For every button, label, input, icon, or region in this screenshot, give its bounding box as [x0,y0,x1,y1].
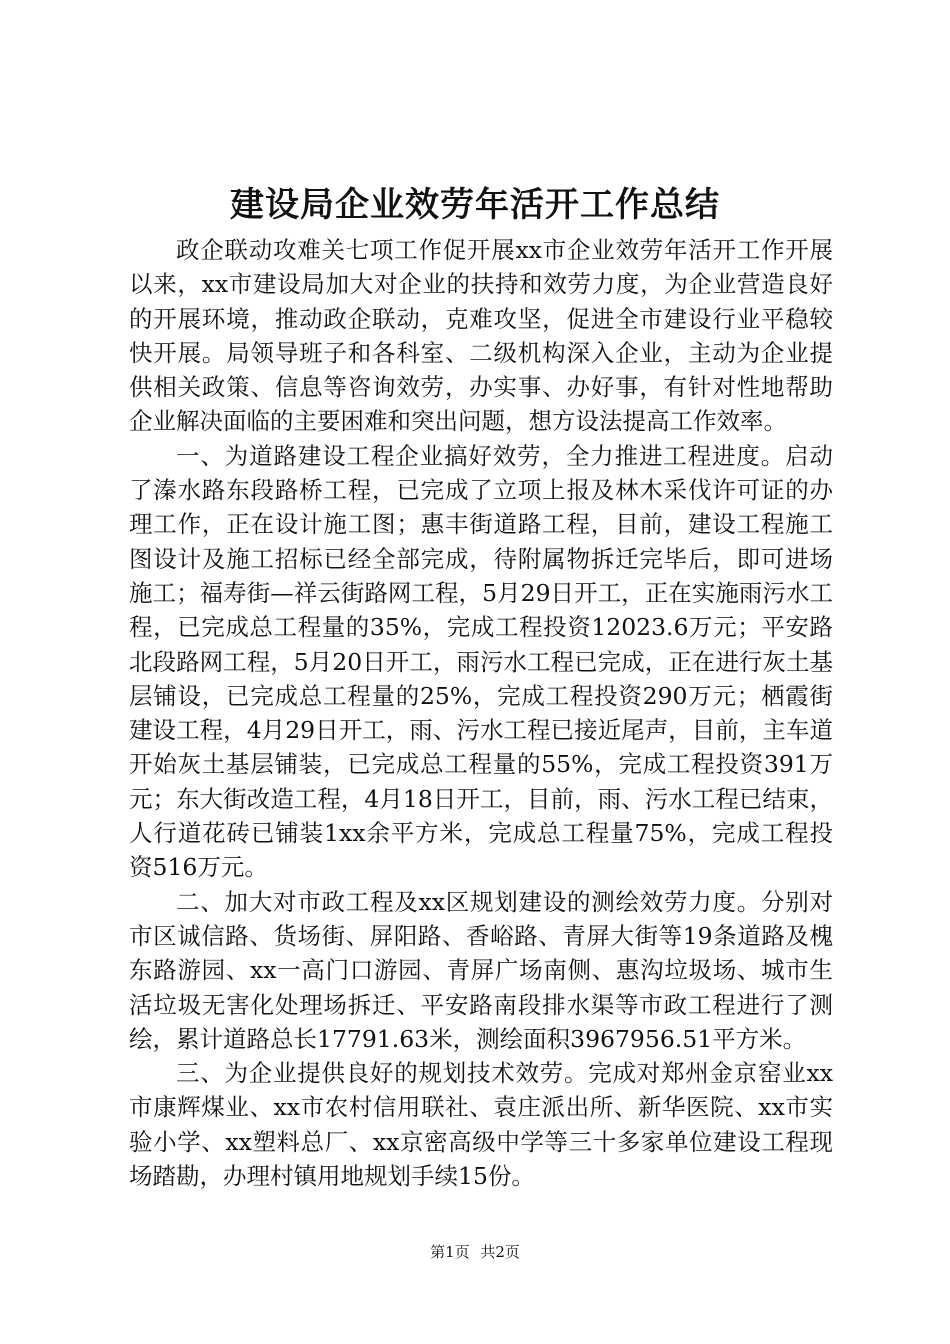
section-one-paragraph: 一、为道路建设工程企业搞好效劳，全力推进工程进度。启动了溱水路东段路桥工程，已完成了立项上报及林木采伐许可证的办理工作，正在设计施工图；惠丰街道路工程，目前，建设工程施工图设计及施工招标已经全部完成，待附属物拆迁完毕后，即可进场施工；福寿街—祥云街路网工程，5月29日开工，正在实施雨污水工程，已完成总工程量的35%，完成工程投资12023.6万元；平安路北段路网工程，5月20日开工，雨污水工程已完成，正在进行灰土基层铺设，已完成总工程量的25%，完成工程投资290万元；栖霞街建设工程，4月29日开工，雨、污水工程已接近尾声，目前，主车道开始灰土基层铺装，已完成总工程量的55%，完成工程投资391万元；东大街改造工程，4月18日开工，目前，雨、污水工程已结束，人行道花砖已铺装1xx余平方米，完成总工程量75%，完成工程投资516万元。 [129,441,833,882]
document-body [129,233,833,1193]
section-two-paragraph: 二、加大对市政工程及xx区规划建设的测绘效劳力度。分别对市区诚信路、货场街、屏阳路、香峪路、青屏大街等19条道路及槐东路游园、xx一高门口游园、青屏广场南侧、惠沟垃圾场、城市生活垃圾无害化处理场拆迁、平安路南段排水渠等市政工程进行了测绘，累计道路总长17791.63米，测绘面积3967956.51平方米。 [129,887,833,1053]
page-number-total: 共2页 [480,1243,520,1261]
page-number-current: 第1页 [430,1243,470,1261]
document-title: 建设局企业效劳年活开工作总结 [230,185,720,225]
page-footer [0,1242,950,1262]
section-three-paragraph: 三、为企业提供良好的规划技术效劳。完成对郑州金京窑业xx市康辉煤业、xx市农村信用联社、袁庄派出所、新华医院、xx市实验小学、xx塑料总厂、xx京密高级中学等三十多家单位建设工程现场踏勘，办理村镇用地规划手续15份。 [129,1059,833,1191]
intro-paragraph: 政企联动攻难关七项工作促开展xx市企业效劳年活开工作开展以来，xx市建设局加大对企业的扶持和效劳力度，为企业营造良好的开展环境，推动政企联动，克难攻坚，促进全市建设行业平稳较快开展。局领导班子和各科室、二级机构深入企业，主动为企业提供相关政策、信息等咨询效劳，办实事、办好事，有针对性地帮助企业解决面临的主要困难和突出问题，想方设法提高工作效率。 [129,236,833,436]
